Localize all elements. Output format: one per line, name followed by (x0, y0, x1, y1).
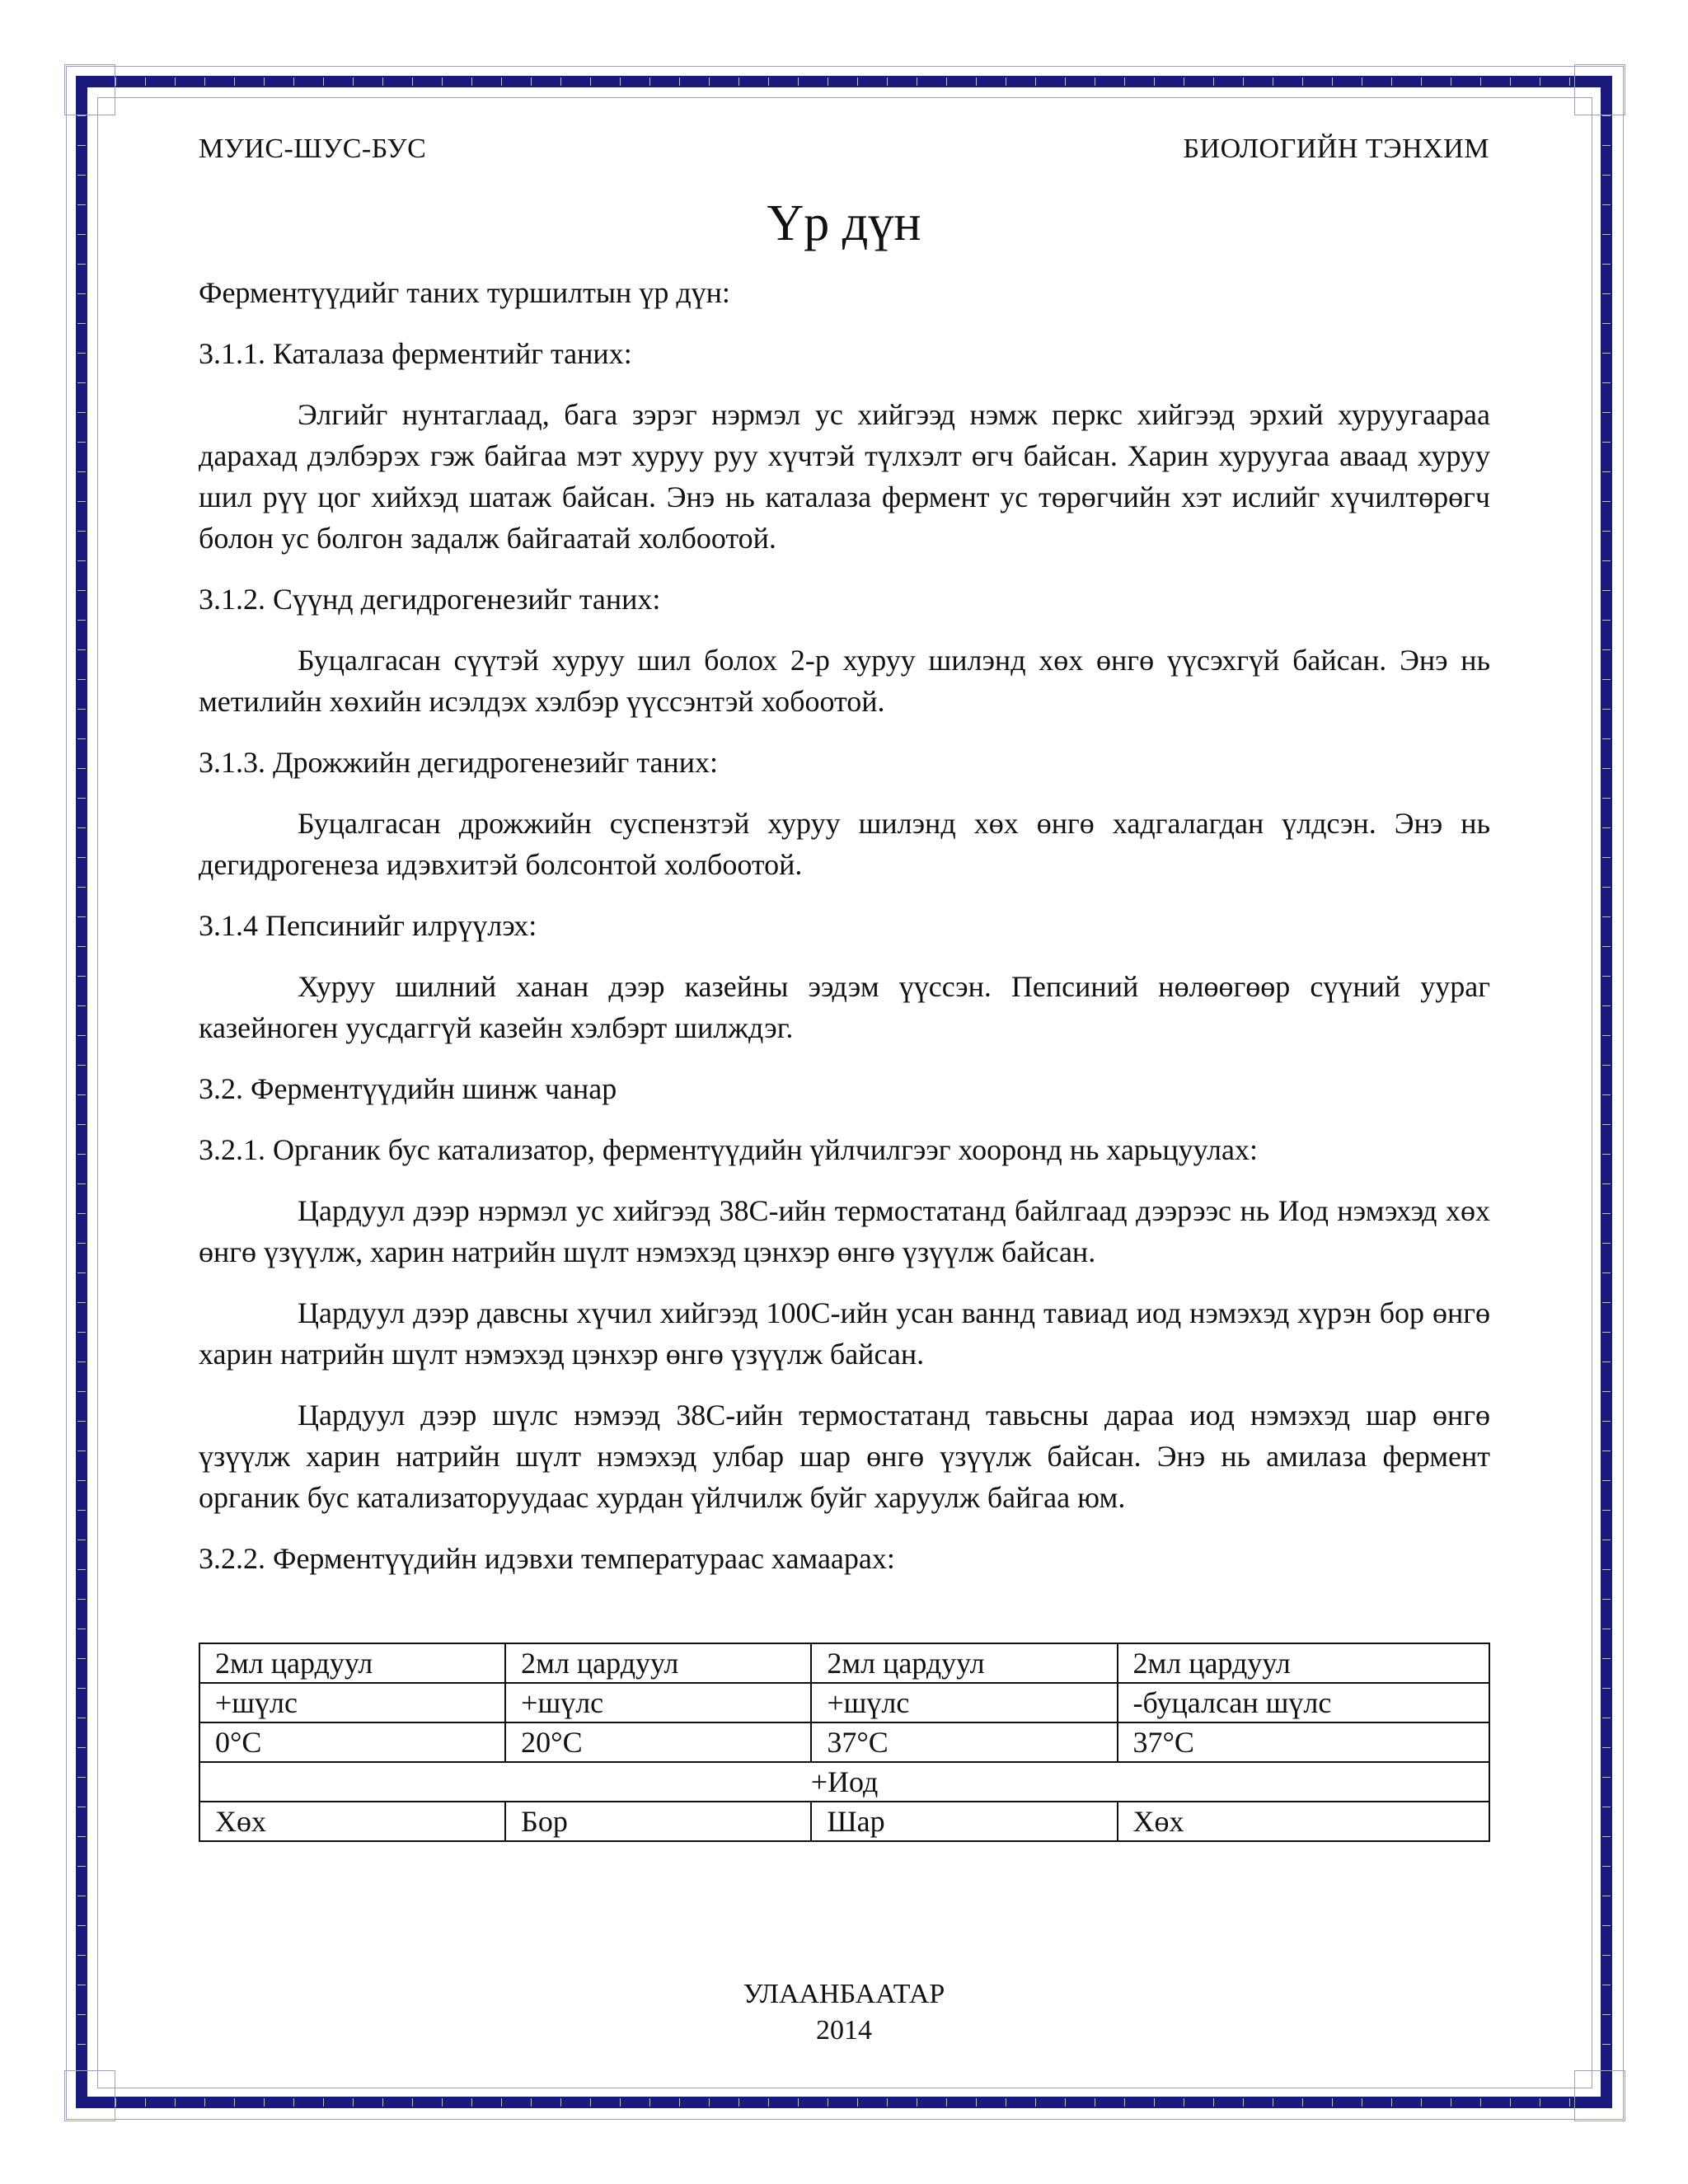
border-tick (115, 2098, 116, 2107)
border-tick (1602, 1272, 1611, 1273)
border-tick (442, 2098, 443, 2107)
border-tick (1332, 2098, 1333, 2107)
footer-year: 2014 (816, 2015, 872, 2046)
border-tick (77, 1183, 86, 1184)
border-tick (353, 2098, 354, 2107)
table-row (199, 1683, 1489, 1722)
table-cell: +шүлс (811, 1683, 1117, 1722)
border-tick (77, 412, 86, 413)
border-tick (768, 2098, 769, 2107)
border-tick (77, 1599, 86, 1600)
border-tick (1602, 175, 1611, 176)
border-tick (1602, 1421, 1611, 1422)
border-tick (77, 1569, 86, 1570)
border-tick (1391, 2098, 1392, 2107)
paragraph: Цардуул дээр давсны хүчил хийгээд 100С-ийн усан ваннд тавиад иод нэмэхэд хүрэн бор өнгө харин натрийн шүлт нэмэхэд цэнхэр өнгө үзүүлж байсан. (199, 1296, 1490, 1371)
border-tick (976, 2098, 977, 2107)
border-tick (323, 77, 324, 86)
border-tick (1035, 2098, 1036, 2107)
border-tick (768, 77, 769, 86)
border-tick (1510, 77, 1511, 86)
border-tick (145, 77, 146, 86)
border-tick (1065, 77, 1066, 86)
border-tick (1602, 1183, 1611, 1184)
border-tick (1602, 293, 1611, 294)
border-tick (946, 77, 947, 86)
border-tick (1602, 323, 1611, 324)
border-tick (1602, 1154, 1611, 1155)
border-tick (77, 1836, 86, 1837)
border-tick (77, 1925, 86, 1926)
border-tick (1602, 976, 1611, 977)
section-heading: 3.2. Ферментүүдийн шинж чанар (199, 1072, 617, 1105)
border-tick (887, 77, 888, 86)
section-heading: 3.1.4 Пепсинийг илрүүлэх: (199, 909, 537, 942)
border-tick (620, 2098, 621, 2107)
border-tick (857, 77, 858, 86)
border-tick (1602, 679, 1611, 680)
border-tick (77, 1866, 86, 1867)
border-tick (77, 1361, 86, 1362)
border-tick (77, 1065, 86, 1066)
paragraph: Хуруу шилний ханан дээр казейны ээдэм үүссэн. Пепсиний нөлөөгөөр сүүний уураг казейноген уусдаггүй казейн хэлбэрт шилждэг. (199, 970, 1490, 1044)
border-tick (1602, 442, 1611, 443)
border-tick (1602, 1243, 1611, 1244)
border-tick (77, 1124, 86, 1125)
border-tick (1213, 2098, 1214, 2107)
border-tick (857, 2098, 858, 2107)
border-tick (77, 1213, 86, 1214)
border-tick (77, 560, 86, 561)
border-tick (1602, 590, 1611, 591)
border-tick (709, 77, 710, 86)
border-tick (531, 2098, 532, 2107)
border-tick (1602, 471, 1611, 472)
border-tick (77, 1391, 86, 1392)
border-tick (1602, 709, 1611, 710)
border-tick (1243, 77, 1244, 86)
border-tick (1602, 382, 1611, 383)
border-tick (649, 2098, 650, 2107)
border-tick (1602, 353, 1611, 354)
border-tick (77, 442, 86, 443)
border-tick (175, 77, 176, 86)
border-tick (77, 1480, 86, 1481)
table-cell: Хөх (199, 1802, 505, 1841)
border-tick (77, 1035, 86, 1036)
table-cell: 2мл цардуул (1118, 1643, 1489, 1683)
border-tick (382, 2098, 383, 2107)
border-tick (1602, 1005, 1611, 1006)
border-tick (77, 887, 86, 888)
border-tick (590, 2098, 591, 2107)
border-tick (1602, 1065, 1611, 1066)
header-right: БИОЛОГИЙН ТЭНХИМ (1183, 134, 1489, 164)
border-tick (442, 77, 443, 86)
border-tick (887, 2098, 888, 2107)
border-tick (77, 976, 86, 977)
footer (0, 1976, 1688, 2049)
border-tick (77, 1243, 86, 1244)
table-row (199, 1762, 1489, 1802)
border-tick (77, 946, 86, 947)
table-row (199, 1643, 1489, 1683)
border-tick (77, 768, 86, 769)
table-cell: +шүлс (199, 1683, 505, 1722)
border-tick (471, 77, 472, 86)
border-tick (1602, 1480, 1611, 1481)
paragraph: Буцалгасан дрожжийн суспензтэй хуруу шилэнд хөх өнгө хадгалагдан үлдсэн. Энэ нь дегидрогенеза идэвхитэй болсонтой холбоотой. (199, 807, 1490, 881)
border-tick (1602, 857, 1611, 858)
section-heading: 3.2.2. Ферментүүдийн идэвхи температураас хамаарах: (199, 1542, 895, 1575)
border-tick (1602, 1035, 1611, 1036)
section-heading: 3.1.2. Сүүнд дегидрогенезийг таних: (199, 583, 661, 616)
border-tick (1602, 887, 1611, 888)
border-tick (77, 175, 86, 176)
border-tick (1602, 827, 1611, 828)
border-tick (77, 471, 86, 472)
border-tick (679, 2098, 680, 2107)
border-tick (709, 2098, 710, 2107)
border-tick (293, 2098, 294, 2107)
border-tick (1602, 1569, 1611, 1570)
border-tick (77, 501, 86, 502)
border-tick (77, 1005, 86, 1006)
border-tick (1602, 560, 1611, 561)
border-tick (77, 649, 86, 650)
border-tick (1602, 412, 1611, 413)
border-tick (1421, 2098, 1422, 2107)
border-tick (590, 77, 591, 86)
border-tick (1480, 77, 1481, 86)
table-cell: 2мл цардуул (199, 1643, 505, 1683)
border-tick (1124, 2098, 1125, 2107)
border-tick (1602, 1361, 1611, 1362)
border-tick (560, 77, 561, 86)
border-tick (1602, 798, 1611, 799)
border-tick (1602, 1955, 1611, 1956)
border-tick (353, 77, 354, 86)
border-tick (1602, 1094, 1611, 1095)
border-tick (77, 1302, 86, 1303)
intro-line: Ферментүүдийг таних туршилтын үр дүн: (199, 276, 730, 309)
border-tick (1480, 2098, 1481, 2107)
border-tick (77, 738, 86, 739)
border-tick (1602, 1599, 1611, 1600)
border-tick (1602, 1391, 1611, 1392)
border-tick (77, 827, 86, 828)
border-tick (382, 77, 383, 86)
table-row (199, 1802, 1489, 1841)
table-cell: 2мл цардуул (811, 1643, 1117, 1683)
table-cell: Бор (505, 1802, 811, 1841)
header-left: МУИС-ШУС-БУС (199, 134, 427, 164)
section-heading: 3.2.1. Органик бус катализатор, ферментүүдийн үйлчилгээг хооронд нь харьцуулах: (199, 1133, 1258, 1166)
border-tick (1602, 1658, 1611, 1659)
border-tick (77, 916, 86, 917)
border-tick (1569, 2098, 1570, 2107)
border-tick (1391, 77, 1392, 86)
border-tick (1243, 2098, 1244, 2107)
border-tick (77, 857, 86, 858)
border-tick (77, 1272, 86, 1273)
border-tick (77, 1094, 86, 1095)
border-tick (204, 2098, 205, 2107)
table-cell: 37°С (1118, 1722, 1489, 1762)
border-tick (1302, 77, 1303, 86)
paragraph: Цардуул дээр нэрмэл ус хийгээд 38С-ийн термостатанд байлгаад дээрээс нь Иод нэмэхэд хөх өнгө үзүүлж, харин натрийн шүлт нэмэхэд цэнхэр өнгө үзүүлж байсан. (199, 1194, 1490, 1268)
border-tick (1124, 77, 1125, 86)
border-tick (1602, 1688, 1611, 1689)
table-cell: -буцалсан шүлс (1118, 1683, 1489, 1722)
border-tick (145, 2098, 146, 2107)
border-tick (649, 77, 650, 86)
border-tick (1065, 2098, 1066, 2107)
border-tick (1602, 916, 1611, 917)
border-tick (264, 77, 265, 86)
border-tick (1602, 264, 1611, 265)
border-tick (1332, 77, 1333, 86)
border-tick (77, 709, 86, 710)
border-tick (1569, 77, 1570, 86)
border-tick (1302, 2098, 1303, 2107)
border-tick (77, 620, 86, 621)
paragraph: Буцалгасан сүүтэй хуруу шил болох 2-р хуруу шилэнд хөх өнгө үүсэхгүй байсан. Энэ нь метилийн хөхийн исэлдэх хэлбэр үүссэнтэй хобоотой. (199, 644, 1490, 718)
paragraph: Цардуул дээр шүлс нэмээд 38С-ийн термостатанд тавьсны дараа иод нэмэхэд шар өнгө үзүүлж харин натрийн шүлт нэмэхэд улбар шар өнгө үзүүлж байсан. Энэ нь амилаза фермент органик бус катализаторуудаас хурдан үйлчилж буйг харуулж байгаа юм. (199, 1399, 1490, 1514)
border-tick (293, 77, 294, 86)
border-tick (1421, 77, 1422, 86)
border-tick (560, 2098, 561, 2107)
border-tick (77, 1777, 86, 1778)
border-tick (77, 679, 86, 680)
border-tick (1602, 1836, 1611, 1837)
border-tick (1602, 1213, 1611, 1214)
border-tick (323, 2098, 324, 2107)
border-tick (77, 1154, 86, 1155)
border-tick (531, 77, 532, 86)
border-tick (77, 1510, 86, 1511)
border-tick (77, 1658, 86, 1659)
paragraph: Элгийг нунтаглаад, бага зэрэг нэрмэл ус хийгээд нэмж перкс хийгээд эрхий хуруугаараа дарахад дэлбэрэх гэж байгаа мэт хуруу руу хүчтэй түлхэлт өгч байсан. Харин хуруугаа аваад хуруу шил рүү цог хийхэд шатаж байсан. Энэ нь каталаза фермент ус төрөгчийн хэт ислийг хүчилтөрөгч болон ус болгон задалж байгаатай холбоотой. (199, 398, 1490, 555)
border-tick (946, 2098, 947, 2107)
border-tick (1602, 1124, 1611, 1125)
border-tick (1510, 2098, 1511, 2107)
border-tick (1154, 77, 1155, 86)
border-tick (1602, 1302, 1611, 1303)
border-tick (471, 2098, 472, 2107)
footer-city: УЛААНБААТАР (743, 1979, 945, 2009)
table-cell: 20°С (505, 1722, 811, 1762)
border-tick (1213, 77, 1214, 86)
border-tick (1602, 501, 1611, 502)
border-tick (1602, 946, 1611, 947)
border-tick (1602, 1332, 1611, 1333)
border-tick (77, 293, 86, 294)
border-tick (1602, 1510, 1611, 1511)
document-body (199, 272, 1490, 1599)
border-tick (798, 77, 799, 86)
border-tick (77, 1332, 86, 1333)
table-cell: 37°С (811, 1722, 1117, 1762)
border-tick (77, 1688, 86, 1689)
section-heading: 3.1.3. Дрожжийн дегидрогенезийг таних: (199, 746, 718, 779)
table-row (199, 1722, 1489, 1762)
section-heading: 3.1.1. Каталаза ферментийг таних: (199, 337, 632, 370)
border-tick (77, 798, 86, 799)
border-tick (77, 1955, 86, 1956)
border-tick (679, 77, 680, 86)
border-tick (738, 77, 739, 86)
border-tick (1602, 1747, 1611, 1748)
border-tick (77, 145, 86, 146)
border-tick (1602, 1925, 1611, 1926)
border-tick (115, 77, 116, 86)
border-tick (77, 590, 86, 591)
table-cell: 0°С (199, 1722, 505, 1762)
border-tick (501, 2098, 502, 2107)
border-tick (1602, 738, 1611, 739)
border-tick (77, 1421, 86, 1422)
border-tick (1602, 531, 1611, 532)
border-tick (738, 2098, 739, 2107)
border-tick (77, 382, 86, 383)
border-tick (412, 2098, 413, 2107)
border-tick (620, 77, 621, 86)
border-tick (1602, 145, 1611, 146)
border-tick (175, 2098, 176, 2107)
table-cell: +шүлс (505, 1683, 811, 1722)
table-cell: 2мл цардуул (505, 1643, 811, 1683)
border-tick (77, 353, 86, 354)
border-tick (1602, 649, 1611, 650)
border-tick (77, 531, 86, 532)
results-table (199, 1643, 1490, 1842)
border-tick (77, 264, 86, 265)
border-tick (77, 115, 86, 116)
border-tick (976, 77, 977, 86)
border-tick (77, 323, 86, 324)
table-cell-merged: +Иод (199, 1762, 1489, 1802)
border-tick (204, 77, 205, 86)
border-tick (1154, 2098, 1155, 2107)
border-tick (1602, 1777, 1611, 1778)
table-cell: Шар (811, 1802, 1117, 1841)
border-tick (77, 1747, 86, 1748)
border-tick (1602, 1866, 1611, 1867)
border-tick (798, 2098, 799, 2107)
border-tick (1602, 768, 1611, 769)
table-cell: Хөх (1118, 1802, 1489, 1841)
border-tick (234, 77, 235, 86)
border-tick (234, 2098, 235, 2107)
border-tick (1602, 115, 1611, 116)
border-tick (264, 2098, 265, 2107)
border-tick (501, 77, 502, 86)
border-tick (1602, 620, 1611, 621)
border-tick (412, 77, 413, 86)
border-tick (1035, 77, 1036, 86)
page-title: Үр дүн (767, 195, 921, 251)
